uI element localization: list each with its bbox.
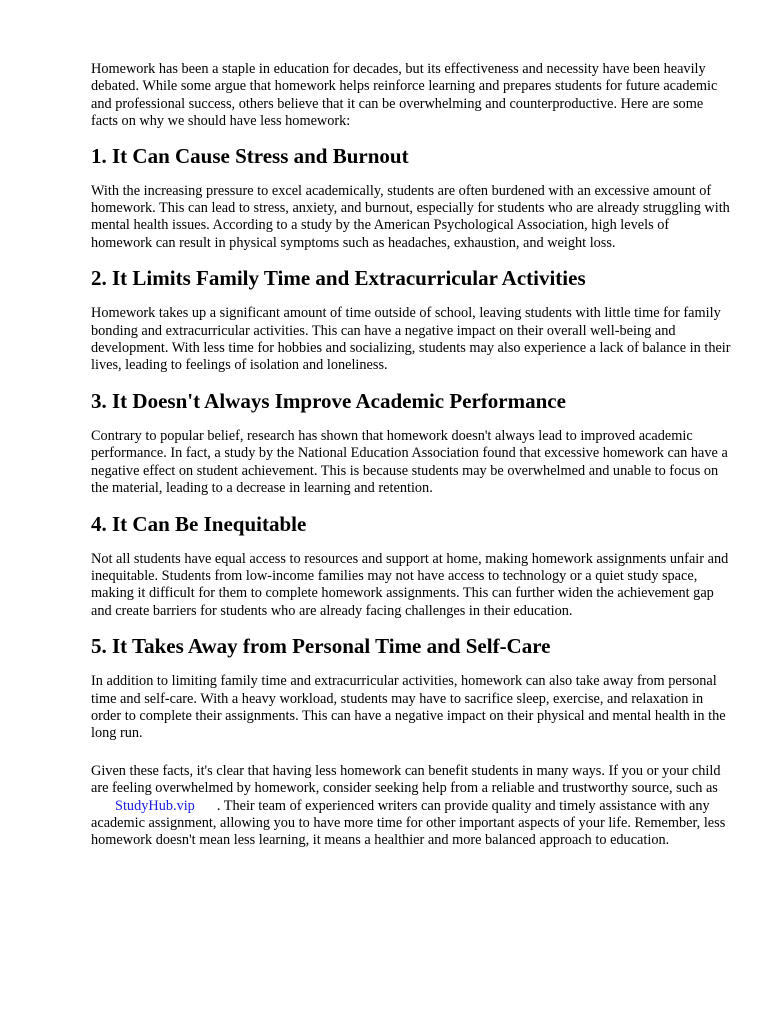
section-body-academic-performance: Contrary to popular belief, research has shown that homework doesn't always lead to improved academic performance. In fact, a study by the National Education Association found that excessive homework can have a negative effect on student achievement. This is because students may be overwhelmed and unable to focus on the material, leading to a decrease in learning and retention. (91, 427, 728, 497)
section-body-inequitable: Not all students have equal access to resources and support at home, making homework assignments unfair and inequitable. Students from low-income families may not have access to technology or a quiet study space, making it difficult for them to complete homework assignments. This can further widen the achievement gap and create barriers for students who are already facing challenges in their education. (91, 550, 729, 619)
section-body-stress: With the increasing pressure to excel academically, students are often burdened with an excessive amount of homework. This can lead to stress, anxiety, and burnout, especially for students who are already struggling with mental health issues. According to a study by the American Psychological Association, high levels of homework can result in physical symptoms such as headaches, exhaustion, and weight loss. (91, 182, 730, 251)
article-body (91, 61, 731, 850)
spacer (91, 756, 731, 763)
intro-paragraph: Homework has been a staple in education for decades, but its effectiveness and necessity have been heavily debated. While some argue that homework helps reinforce learning and prepares students for future academic and professional success, others believe that it can be overwhelming and counterproductive. Here are some facts on why we should have less homework: (91, 61, 718, 130)
closing-paragraph (91, 763, 731, 850)
section-heading-academic-performance: 3. It Doesn't Always Improve Academic Performance (91, 388, 566, 413)
section-body-family-time: Homework takes up a significant amount of time outside of school, leaving students with little time for family bonding and extracurricular activities. This can have a negative impact on their overall well-being and development. With less time for hobbies and socializing, students may also experience a lack of balance in their lives, leading to feelings of isolation and loneliness. (91, 305, 731, 374)
closing-text-after-link: . Their team of experienced writers can provide quality and timely assistance with any academic assignment, allowing you to have more time for other important aspects of your life. Remember, less homework doesn't mean less learning, it means a healthier and more balanced approach to education. (91, 797, 726, 849)
closing-text-before-link: Given these facts, it's clear that having less homework can benefit students in many ways. If you or your child are feeling overwhelmed by homework, consider seeking help from a reliable and trustworthy source, such as (91, 762, 721, 797)
section-heading-stress: 1. It Can Cause Stress and Burnout (91, 143, 409, 168)
section-heading-self-care: 5. It Takes Away from Personal Time and Self-Care (91, 634, 551, 659)
section-heading-family-time: 2. It Limits Family Time and Extracurricular Activities (91, 266, 586, 291)
section-body-self-care: In addition to limiting family time and extracurricular activities, homework can also take away from personal time and self-care. With a heavy workload, students may have to sacrifice sleep, exercise, and relaxation in order to complete their assignments. This can have a negative impact on their physical and mental health in the long run. (91, 673, 726, 742)
section-heading-inequitable: 4. It Can Be Inequitable (91, 511, 307, 536)
studyhub-link[interactable]: StudyHub.vip (115, 797, 195, 814)
